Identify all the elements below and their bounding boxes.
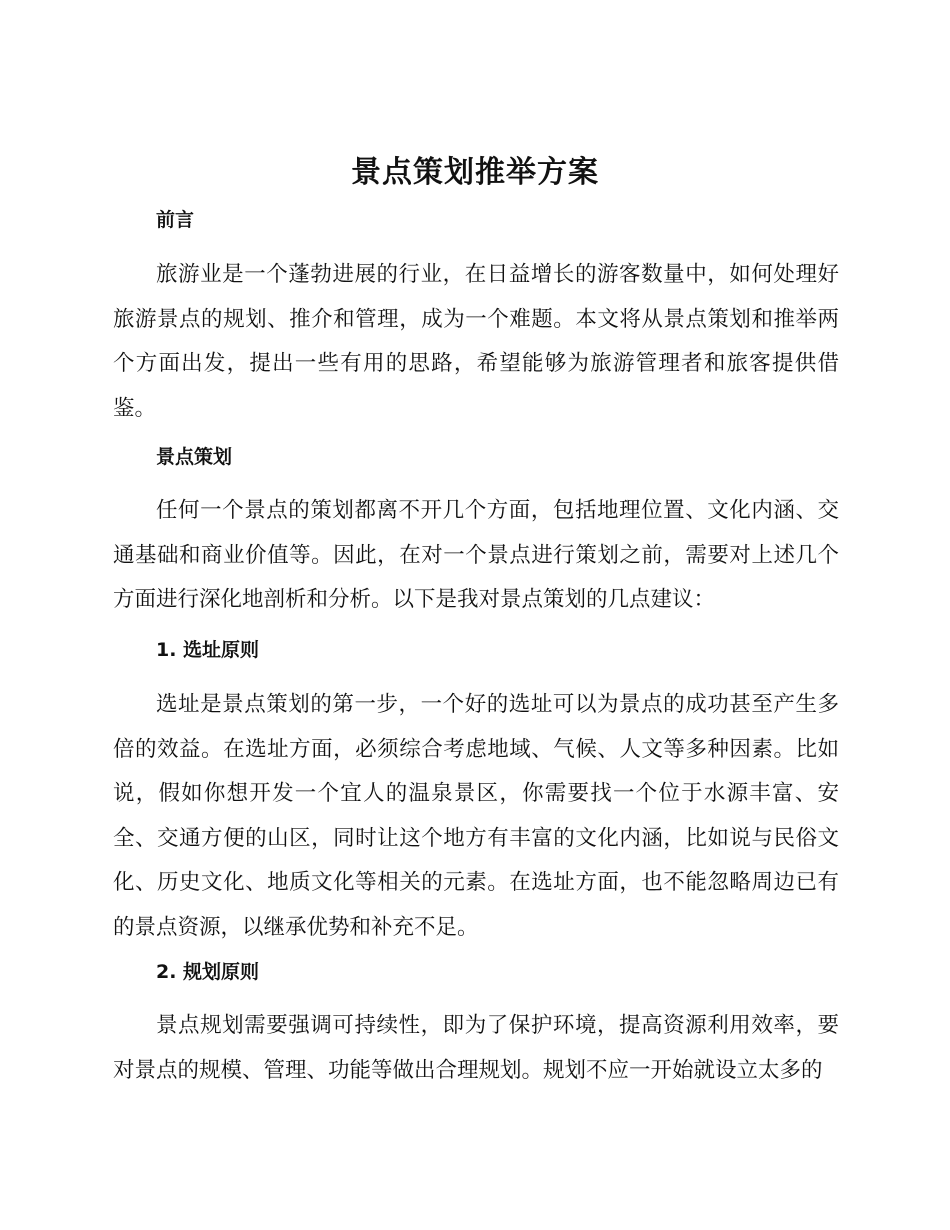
section-paragraph-planning: 任何一个景点的策划都离不开几个方面，包括地理位置、文化内涵、交通基础和商业价值等。因此，在对一个景点进行策划之前，需要对上述几个方面进行深化地剖析和分析。以下是我对景点策划的几点建议：: [113, 498, 839, 612]
section-heading-planning-principles: 2. 规划原则: [156, 961, 260, 983]
document-title: 景点策划推举方案: [351, 155, 599, 190]
section-paragraph-planning-principles: 景点规划需要强调可持续性，即为了保护环境，提高资源利用效率，要对景点的规模、管理、功能等做出合理规划。规划不应一开始就设立太多的: [113, 1013, 839, 1083]
section-heading-planning: 景点策划: [156, 446, 233, 468]
section-heading-site-selection: 1. 选址原则: [156, 639, 260, 661]
section-paragraph-site-selection: 选址是景点策划的第一步，一个好的选址可以为景点的成功甚至产生多倍的效益。在选址方面，必须综合考虑地域、气候、人文等多种因素。比如说，假如你想开发一个宜人的温泉景区，你需要找一个位于水源丰富、安全、交通方便的山区，同时让这个地方有丰富的文化内涵，比如说与民俗文化、历史文化、地质文化等相关的元素。在选址方面，也不能忽略周边已有的景点资源，以继承优势和补充不足。: [113, 692, 839, 940]
section-paragraph-preface: 旅游业是一个蓬勃进展的行业，在日益增长的游客数量中，如何处理好旅游景点的规划、推介和管理，成为一个难题。本文将从景点策划和推举两个方面出发，提出一些有用的思路，希望能够为旅游管理者和旅客提供借鉴。: [113, 262, 839, 421]
section-heading-preface: 前言: [156, 209, 195, 231]
